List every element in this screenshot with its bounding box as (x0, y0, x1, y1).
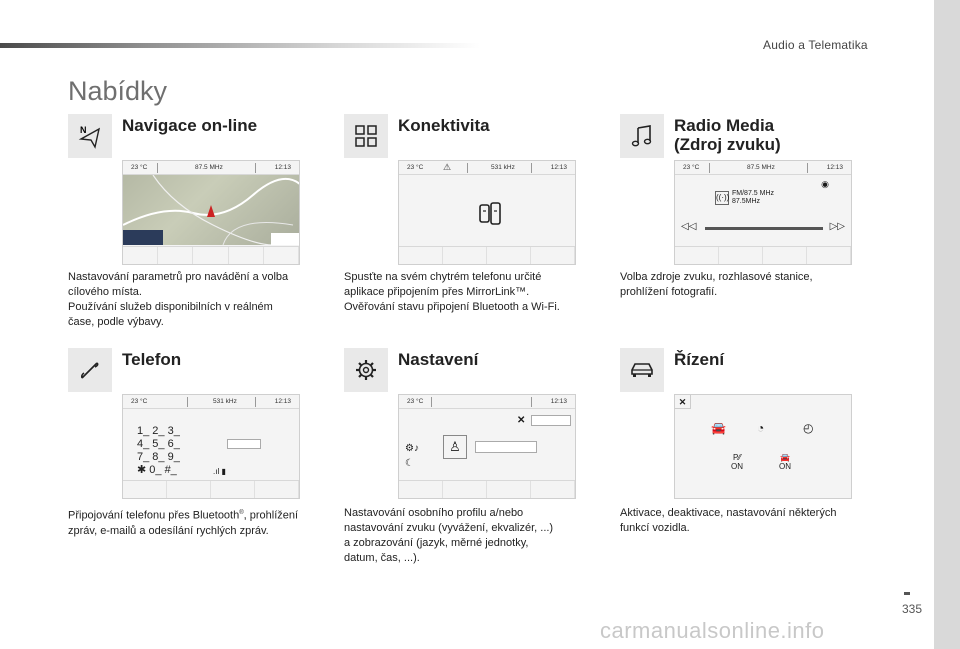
map-view (123, 175, 300, 245)
music-note-icon (620, 114, 664, 158)
status-frequency: 87.5 MHz (747, 164, 775, 171)
seek-back-icon: ◁◁ (681, 221, 697, 232)
section-connectivity (344, 114, 604, 344)
settings-field (475, 441, 537, 453)
status-time: 12:13 (550, 164, 567, 171)
driving-assist-icon: 🚘 ON (779, 453, 791, 471)
watermark: carmanualsonline.info (600, 618, 825, 643)
section-driving (620, 348, 880, 548)
status-frequency: 531 kHz (213, 398, 237, 405)
radio-screen (674, 160, 852, 265)
settings-field (531, 415, 571, 426)
close-icon: ✕ (675, 395, 691, 409)
status-temp: 23 °C (407, 164, 424, 171)
phone-bottom-bar (123, 480, 299, 498)
svg-text:N: N (80, 125, 87, 135)
dial-keypad: 1_ 2_ 3_ 4_ 5_ 6_ 7_ 8_ 9_ ✱ 0_ #_ (137, 425, 180, 476)
page-marker (904, 592, 910, 595)
warning-icon: ⚠ (443, 162, 452, 172)
status-bar (399, 161, 575, 175)
status-temp: 23 °C (131, 164, 148, 171)
status-time: 12:13 (274, 164, 291, 171)
section-description: Připojování telefonu přes Bluetooth®, prohlížení zpráv, e-mailů a odesílání rychlých zpráv. (68, 509, 299, 537)
status-time: 12:13 (274, 398, 291, 405)
status-bar (675, 161, 851, 175)
settings-screen (398, 394, 576, 499)
status-frequency: 87.5 MHz (195, 164, 223, 171)
seek-forward-icon: ▷▷ (829, 221, 845, 232)
navigation-arrow-icon (68, 114, 112, 158)
driving-screen (674, 394, 852, 499)
phone-screen (122, 394, 300, 499)
chapter-title: Audio a Telematika (763, 38, 868, 52)
radio-bottom-bar (675, 246, 851, 264)
connectivity-screen (398, 160, 576, 265)
display-night-icon: ☾ (405, 458, 414, 469)
section-title: Řízení (674, 350, 725, 369)
status-bar (123, 161, 299, 175)
section-radio-media (620, 114, 880, 344)
section-title: Radio Media (Zdroj zvuku) (674, 116, 781, 154)
section-description: Aktivace, deaktivace, nastavování některých funkcí vozidla. (620, 507, 837, 534)
profile-icon: ♙ (443, 435, 467, 459)
section-title: Konektivita (398, 116, 490, 135)
status-temp: 23 °C (407, 398, 424, 405)
gear-icon (344, 348, 388, 392)
radio-antenna-icon: ((·)) (715, 191, 729, 205)
frequency-slider (705, 227, 823, 230)
page-number: 335 (902, 602, 923, 616)
station-display: FM/87.5 MHz 87.5MHz (732, 190, 775, 205)
navigation-bottom-bar (123, 246, 299, 264)
status-bar (123, 395, 299, 409)
navigation-screen (122, 160, 300, 265)
phone-icon (68, 348, 112, 392)
driving-function-lane-icon: ◔ (757, 421, 765, 435)
settings-bottom-bar (399, 480, 575, 498)
mirrorlink-icon (477, 201, 503, 232)
section-phone (68, 348, 328, 548)
header-gradient-bar (0, 43, 480, 48)
page-edge-band (934, 0, 960, 649)
scan-icon: ◉ (821, 179, 829, 189)
signal-battery-icon: .ıl ▮ (213, 467, 226, 476)
section-description: Spusťte na svém chytrém telefonu určité aplikace připojením přes MirrorLink™. Ověřování stavu připojení Bluetooth a Wi-Fi. (344, 271, 560, 313)
section-title: Nastavení (398, 350, 479, 369)
section-navigation (68, 114, 328, 344)
connectivity-bottom-bar (399, 246, 575, 264)
section-description: Nastavování osobního profilu a/nebo nastavování zvuku (vyvážení, ekvalizér, ...) a zobrazování (jazyk, měrné jednotky, datum, čas, ...). (344, 507, 554, 564)
section-settings (344, 348, 604, 588)
park-assist-icon: P⁄⁄ ON (731, 453, 743, 471)
status-time: 12:13 (550, 398, 567, 405)
section-title: Telefon (122, 350, 182, 369)
sound-settings-icon: ⚙♪ (405, 443, 419, 454)
close-icon: ✕ (517, 415, 526, 426)
page-title: Nabídky (68, 76, 168, 106)
status-temp: 23 °C (683, 164, 700, 171)
driving-function-car-icon: 🚘 (711, 421, 726, 435)
status-frequency: 531 kHz (491, 164, 515, 171)
driving-function-gauge-icon: ◴ (803, 421, 814, 435)
car-icon (620, 348, 664, 392)
section-description: Nastavování parametrů pro navádění a volba cílového místa. Používání služeb disponibilních v reálném čase, podle výbavy. (68, 271, 289, 328)
status-bar (399, 395, 575, 409)
number-field (227, 439, 261, 449)
status-temp: 23 °C (131, 398, 148, 405)
section-description: Volba zdroje zvuku, rozhlasové stanice, prohlížení fotografií. (620, 271, 813, 298)
grid-icon (344, 114, 388, 158)
section-title: Navigace on-line (122, 116, 258, 135)
status-time: 12:13 (826, 164, 843, 171)
